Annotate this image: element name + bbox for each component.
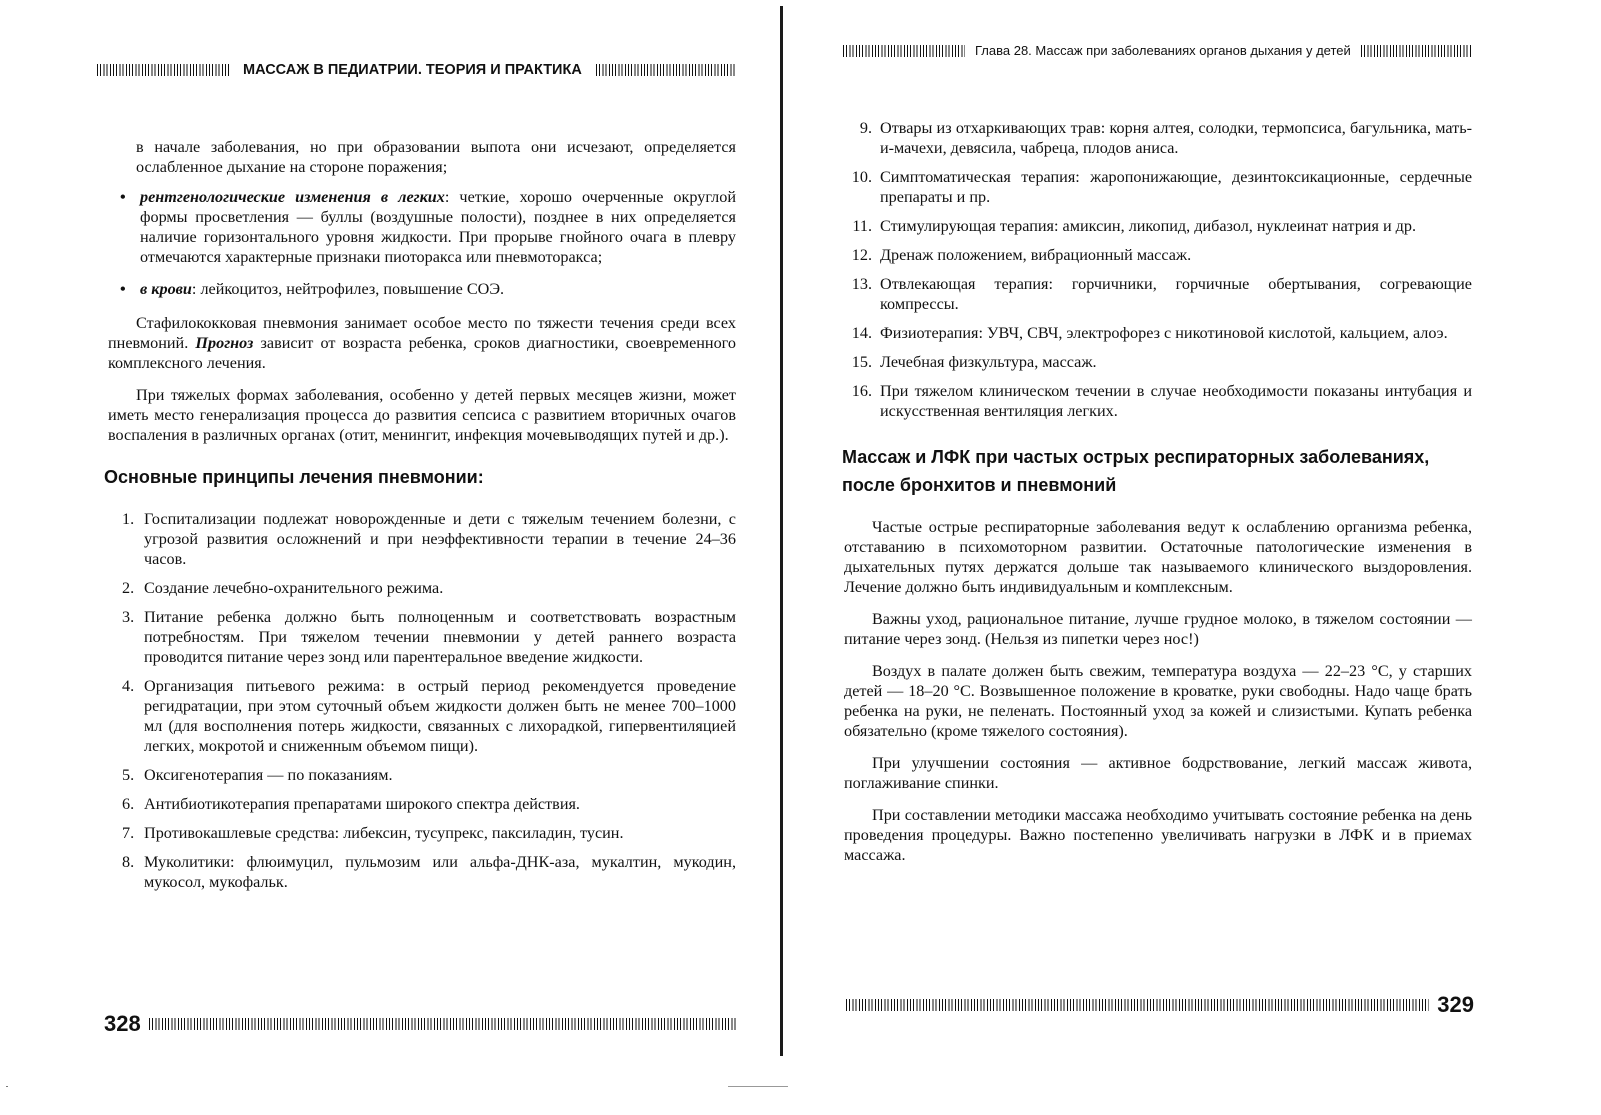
footer-rule (149, 1018, 738, 1030)
left-header-title: МАССАЖ В ПЕДИАТРИИ. ТЕОРИЯ И ПРАКТИКА (243, 62, 582, 78)
header-rule-left (97, 64, 229, 76)
bullet-icon: • (120, 188, 126, 206)
right-header-title: Глава 28. Массаж при заболеваниях органов дыхания у детей (975, 43, 1351, 58)
bullet-icon: • (120, 280, 126, 298)
section-heading-massage-lfk (842, 443, 1472, 499)
list-item: 2. Создание лечебно-охранительного режима. (122, 579, 444, 597)
section-heading-treatment: Основные принципы лечения пневмонии: (104, 467, 484, 487)
list-item: 16. При тяжелом клиническом течении в случае необходимости показаны интубация и искусственная вентиляция легких. (851, 382, 1472, 420)
treatment-list-continued (844, 118, 1472, 421)
treatment-list (108, 509, 736, 892)
header-rule-left (843, 45, 965, 57)
list-item: 14. Физиотерапия: УВЧ, СВЧ, электрофорез с никотиновой кислотой, кальцием, алоэ. (851, 324, 1448, 342)
list-item: 1. Госпитализации подлежат новорожденные и дети с тяжелым течением болезни, с угрозой развития осложнений и при неэффективности терапии в течение 24–36 часов. (122, 510, 736, 568)
heading-line: после бронхитов и пневмоний (842, 475, 1117, 495)
list-item: 13. Отвлекающая терапия: горчичники, горчичные обертывания, согревающие компрессы. (851, 275, 1472, 313)
left-running-header (97, 62, 737, 78)
page-number-left: 328 (104, 1011, 141, 1036)
paragraph: Важны уход, рациональное питание, лучше грудное молоко, в тяжелом состоянии — питание через зонд. (Нельзя из пипетки через нос!) (844, 610, 1472, 648)
list-item: 8. Муколитики: флюимуцил, пульмозим или альфа-ДНК-аза, мукалтин, мукодин, мукосол, мукофальк. (122, 853, 736, 891)
right-body (844, 118, 1472, 877)
list-item: 3. Питание ребенка должно быть полноценным и соответствовать возрастным потребностям. При тяжелом течении пневмонии у детей раннего возраста проводится питание через зонд или парентеральное введение жидкости. (122, 608, 736, 666)
list-item: 6. Антибиотикотерапия препаратами широкого спектра действия. (122, 795, 580, 813)
emphasis-prognoz: Прогноз (195, 334, 254, 352)
bullet-item (108, 279, 736, 299)
list-item: 9. Отвары из отхаркивающих трав: корня алтея, солодки, термопсиса, багульника, мать-и-мачехи, девясила, чабреца, плодов аниса. (859, 119, 1472, 157)
paragraph-staph: Стафилококковая пневмония занимает особое место по тяжести течения среди всех пневмоний. Прогноз зависит от возраста ребенка, сроков диагностики, своевременного комплексного лечения. (108, 314, 737, 372)
header-rule-right (1361, 45, 1473, 57)
bullet-label: рентгенологические изменения в легких (140, 188, 445, 206)
scan-speck (6, 1086, 8, 1087)
list-item: 4. Организация питьевого режима: в острый период рекомендуется проведение регидратации, при этом суточный объем жидкости должен быть не менее 700–1000 мл (для восполнения потерь жидкости, связанных с лихорадкой, гипервентиляцией легких, мокротой и сниженным объемом пищи). (122, 677, 736, 755)
paragraph: Воздух в палате должен быть свежим, температура воздуха — 22–23 °С, у старших детей — 18–20 °С. Возвышенное положение в кроватке, руки свободны. Надо чаще брать ребенка на руки, не пеленать. Постоянный уход за кожей и слизистыми. Купать ребенка обязательно (кроме тяжелого состояния). (844, 662, 1472, 740)
left-footer (104, 1011, 738, 1037)
list-item: 7. Противокашлевые средства: либексин, тусупрекс, паксиладин, тусин. (122, 824, 624, 842)
list-item: 11. Стимулирующая терапия: амиксин, ликопид, дибазол, нуклеинат натрия и др. (852, 217, 1417, 235)
paragraph: При улучшении состояния — активное бодрствование, легкий массаж живота, поглаживание спинки. (844, 754, 1472, 792)
bullet-text: : лейкоцитоз, нейтрофилез, повышение СОЭ. (191, 280, 505, 298)
list-item: 15. Лечебная физкультура, массаж. (851, 353, 1097, 371)
left-page (0, 0, 780, 1115)
scan-speck (728, 1086, 788, 1087)
bullet-text: : четкие, хорошо очерченные округлой формы просветления — буллы (воздушные полости), позднее в них определяется наличие горизонтального уровня жидкости. При прорыве гнойного очага в плевру отмечаются характерные признаки пиоторакса или пневмоторакса; (140, 188, 736, 266)
list-item: 12. Дренаж положением, вибрационный массаж. (851, 246, 1192, 264)
continued-paragraph: в начале заболевания, но при образовании выпота они исчезают, определяется ослабленное дыхание на стороне поражения; (136, 138, 736, 176)
bullet-item (108, 187, 736, 267)
right-footer (846, 992, 1474, 1018)
paragraph-severe-forms: При тяжелых формах заболевания, особенно у детей первых месяцев жизни, может иметь место генерализация процесса до развития сепсиса с развитием вторичных очагов воспаления в различных органах (отит, менингит, инфекция мочевыводящих путей и др.). (108, 386, 736, 444)
paragraph: Частые острые респираторные заболевания ведут к ослаблению организма ребенка, отставанию в психомоторном развитии. Остаточные патологические изменения в дыхательных путях держатся дольше так называемого клинического выздоровления. Лечение должно быть индивидуальным и комплексным. (844, 518, 1472, 596)
list-item: 10. Симптоматическая терапия: жаропонижающие, дезинтоксикационные, сердечные препараты и пр. (851, 168, 1472, 206)
left-body (104, 137, 737, 901)
list-item: 5. Оксигенотерапия — по показаниям. (122, 766, 393, 784)
header-rule-right (596, 64, 737, 76)
right-running-header (843, 43, 1473, 58)
paragraph: При составлении методики массажа необходимо учитывать состояние ребенка на день проведения процедуры. Важно постепенно увеличивать нагрузки в ЛФК и в приемах массажа. (844, 806, 1472, 864)
bullet-label: в крови (140, 280, 192, 298)
heading-line: Массаж и ЛФК при частых острых респираторных заболеваниях, (842, 447, 1430, 467)
page-number-right: 329 (1437, 992, 1474, 1017)
footer-rule (846, 999, 1429, 1011)
book-spine-gutter (780, 6, 783, 1056)
right-page (784, 0, 1601, 1115)
